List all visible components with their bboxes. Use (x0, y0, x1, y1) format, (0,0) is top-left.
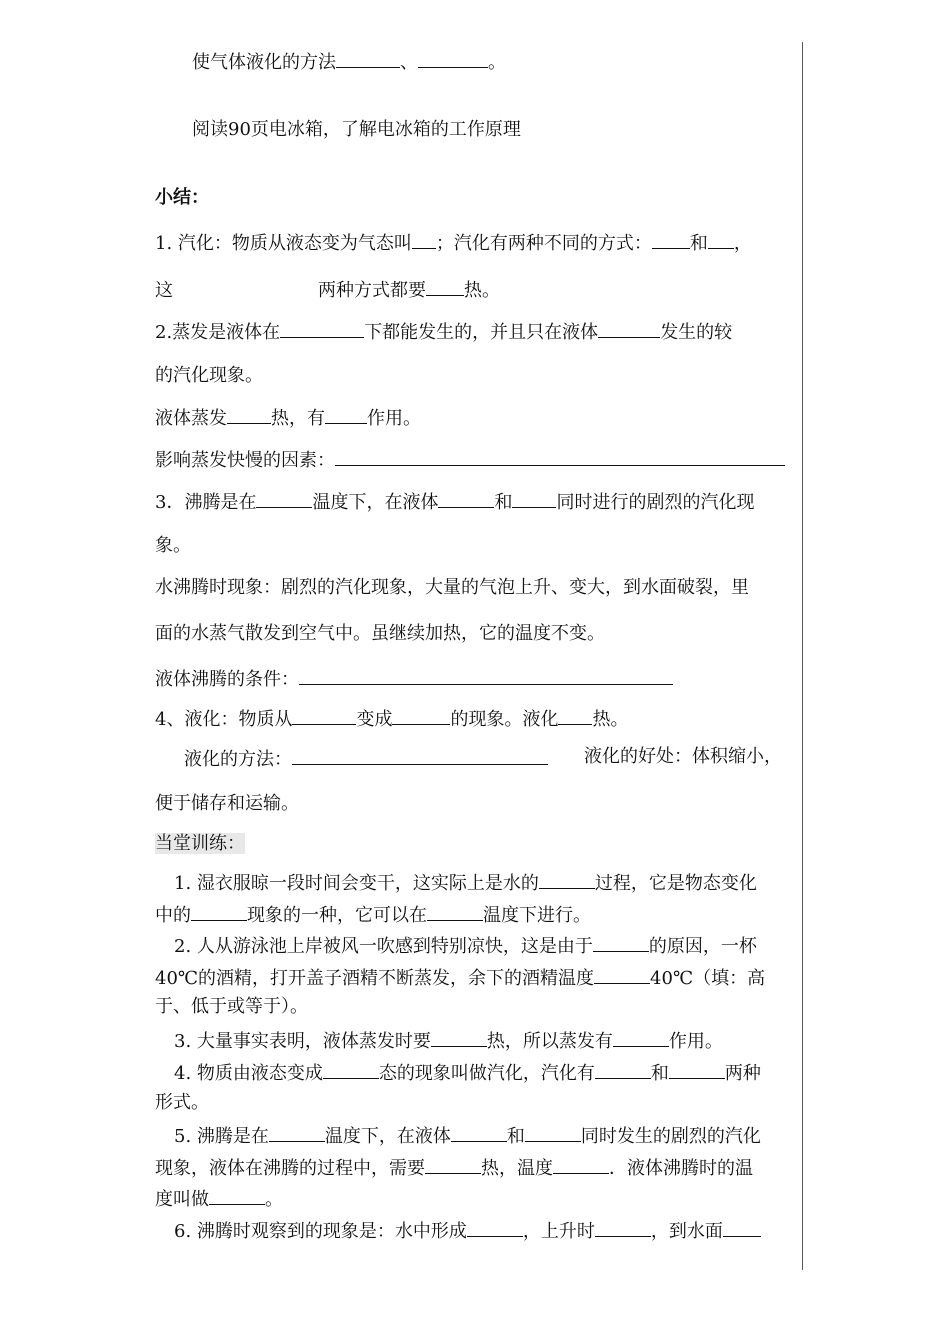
summary-item2-line1: 2.蒸发是液体在 下都能发生的，并且只在液体 发生的较 (155, 318, 732, 345)
practice-title: 当堂训练： (155, 833, 245, 854)
practice-q2-line2: 40℃的酒精，打开盖子酒精不断蒸发，余下的酒精温度 40℃（填：高 (155, 964, 765, 991)
practice-q5-line1: 5. 沸腾是在 温度下，在液体 和 同时发生的剧烈的汽化 (174, 1122, 761, 1149)
practice-q5-line2: 现象，液体在沸腾的过程中，需要 热，温度 ．液体沸腾时的温 (155, 1154, 753, 1181)
practice-q4-line2: 形式。 (155, 1092, 209, 1113)
summary-item3-line1: 3．沸腾是在 温度下，在液体 和 同时进行的剧烈的汽化现 (155, 488, 754, 515)
practice-q4-line1: 4. 物质由液态变成 态的现象叫做汽化，汽化有 和 两种 (174, 1059, 761, 1086)
practice-q1-line2: 中的 现象的一种，它可以在 温度下进行。 (155, 901, 591, 928)
practice-q3: 3. 大量事实表明，液体蒸发时要 热，所以蒸发有 作用。 (174, 1027, 723, 1054)
summary-title: 小结： (155, 187, 209, 208)
evaporation-heat-line: 液体蒸发 热，有 作用。 (155, 404, 421, 431)
practice-q2-line1: 2. 人从游泳池上岸被风一吹感到特别凉快，这是由于 的原因，一杯 (174, 932, 757, 959)
summary-item4: 4、液化：物质从 变成 的现象。液化 热。 (155, 705, 628, 732)
right-margin-line (802, 42, 803, 1270)
evaporation-factors-line: 影响蒸发快慢的因素： (155, 446, 785, 473)
summary-item3-line2: 象。 (155, 535, 191, 556)
practice-q6: 6. 沸腾时观察到的现象是：水中形成 ，上升时 ，到水面 (174, 1217, 761, 1244)
practice-q1-line1: 1. 湿衣服晾一段时间会变干，这实际上是水的 过程，它是物态变化 (174, 869, 757, 896)
liquefy-method-line: 液化的方法： (184, 745, 548, 772)
liquefy-benefit: 液化的好处：体积缩小， (584, 746, 782, 767)
summary-item1-line1: 1. 汽化：物质从液态变为气态叫 ；汽化有两种不同的方式： 和 ， (155, 229, 752, 256)
boil-phenomenon-line1: 水沸腾时现象：剧烈的汽化现象，大量的气泡上升、变大，到水面破裂，里 (155, 577, 749, 598)
boil-conditions-line: 液体沸腾的条件： (155, 665, 673, 692)
summary-item1-line2: 这 两种方式都要 热。 (155, 276, 500, 303)
practice-q5-line3: 度叫做 。 (155, 1185, 283, 1212)
liquefy-methods-line: 使气体液化的方法 、 。 (192, 48, 506, 75)
boil-phenomenon-line2: 面的水蒸气散发到空气中。虽继续加热，它的温度不变。 (155, 623, 605, 644)
liquefy-benefit-line2: 便于储存和运输。 (155, 793, 299, 814)
summary-item2-line2: 的汽化现象。 (155, 365, 263, 386)
practice-q2-line3: 于、低于或等于）。 (155, 996, 308, 1017)
reading-instruction: 阅读90页电冰箱，了解电冰箱的工作原理 (192, 119, 521, 140)
